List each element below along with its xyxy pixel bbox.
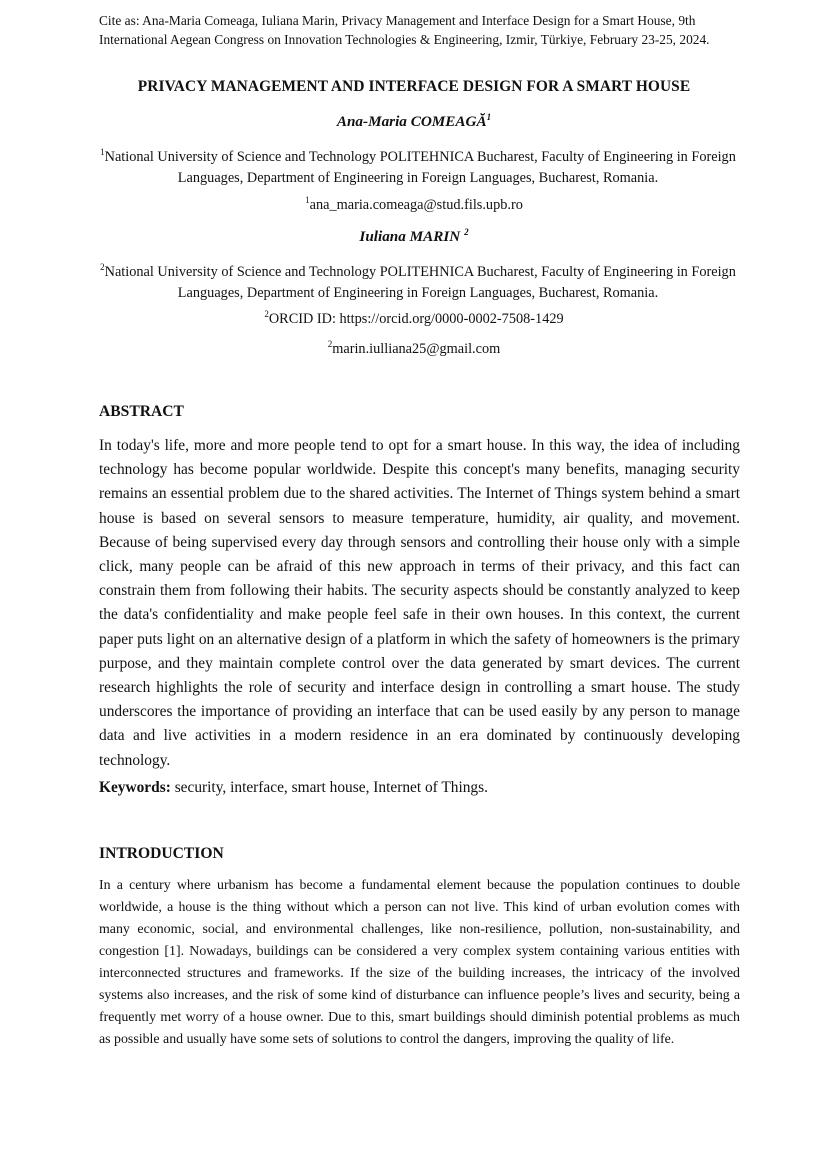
orcid-2-text: ORCID ID: https://orcid.org/0000-0002-7508-1429 xyxy=(268,310,564,327)
author-2 xyxy=(0,227,828,246)
keywords-line xyxy=(99,779,740,797)
author-1-sup: 1 xyxy=(486,112,492,122)
author-2-email xyxy=(0,339,828,358)
affiliation-1-text: National University of Science and Technology POLITEHNICA Bucharest, Faculty of Engineering in Foreign Languages, Department of Engineering in Foreign Languages, Bucharest, Romania. xyxy=(104,148,736,186)
email-2-text: marin.iulliana25@gmail.com xyxy=(332,340,501,357)
author-2-name: Iuliana MARIN xyxy=(359,228,461,246)
author-2-sup: 2 xyxy=(464,227,469,237)
introduction-text: In a century where urbanism has become a fundamental element because the population continues to double worldwide, a house is the thing without which a person can not live. This kind of urban evolution comes with many economic, social, and environmental challenges, like non-resilience, pollution, non-sustainability, and congestion [1]. Nowadays, buildings can be considered a very complex system containing various entities with interconnected structures and frameworks. If the size of the building increases, the intricacy of the involved systems also increases, and the risk of some kind of disturbance can influence people’s lives and security, being a frequently met worry of a house owner. Due to this, smart buildings should diminish potential problems as much as possible and usually have some sets of solutions to control the dangers, improving the quality of life. xyxy=(99,878,740,1047)
abstract-text: In today's life, more and more people tend to opt for a smart house. In this way, the idea of including technology has become popular worldwide. Despite this concept's many benefits, managing security remains an essential problem due to the shared activities. The Internet of Things system behind a smart house is based on several sensors to measure temperature, humidity, air quality, and movement. Because of being supervised every day through sensors and controlling their house only with a simple click, many people can be afraid of this new approach in terms of their privacy, and this fact can constrain them from following their habits. The security aspects should be constantly analyzed to keep the data's confidentiality and make people feel safe in their own houses. In this context, the current paper puts light on an alternative design of a platform in which the safety of homeowners is the primary purpose, and they maintain complete control over the data generated by smart devices. The current research highlights the role of security and interface design in controlling a smart house. The study underscores the importance of providing an interface that can be used easily by any person to manage data and live activities in a modern residence in an era dominated by continuously developing technology. xyxy=(99,437,740,769)
affiliation-1 xyxy=(98,142,738,189)
author-2-orcid xyxy=(0,309,828,328)
affiliation-1-sup: 1 xyxy=(100,147,105,157)
author-1-email xyxy=(0,195,828,214)
abstract-heading: ABSTRACT xyxy=(99,403,184,420)
keywords-label: Keywords: xyxy=(99,779,171,796)
introduction-heading: INTRODUCTION xyxy=(99,845,224,862)
paper-title: PRIVACY MANAGEMENT AND INTERFACE DESIGN FOR A SMART HOUSE xyxy=(137,78,691,95)
affiliation-2-text: National University of Science and Technology POLITEHNICA Bucharest, Faculty of Engineering in Foreign Languages, Department of Engineering in Foreign Languages, Bucharest, Romania. xyxy=(104,263,736,301)
affiliation-2 xyxy=(98,257,738,304)
orcid-2-sup: 2 xyxy=(264,309,269,319)
author-1 xyxy=(0,112,828,131)
email-1-sup: 1 xyxy=(305,195,310,205)
keywords-text: security, interface, smart house, Internet of Things. xyxy=(174,779,488,796)
citation-header: Cite as: Ana-Maria Comeaga, Iuliana Marin, Privacy Management and Interface Design for a Smart House, 9th International Aegean Congress on Innovation Technologies & Engineering, Izmir, Türkiye, February 23-25, 2024. xyxy=(99,13,710,47)
email-1-text: ana_maria.comeaga@stud.fils.upb.ro xyxy=(309,196,523,213)
email-2-sup: 2 xyxy=(327,339,333,349)
author-1-name: Ana-Maria COMEAGĂ xyxy=(336,113,487,131)
affiliation-2-sup: 2 xyxy=(100,262,105,272)
